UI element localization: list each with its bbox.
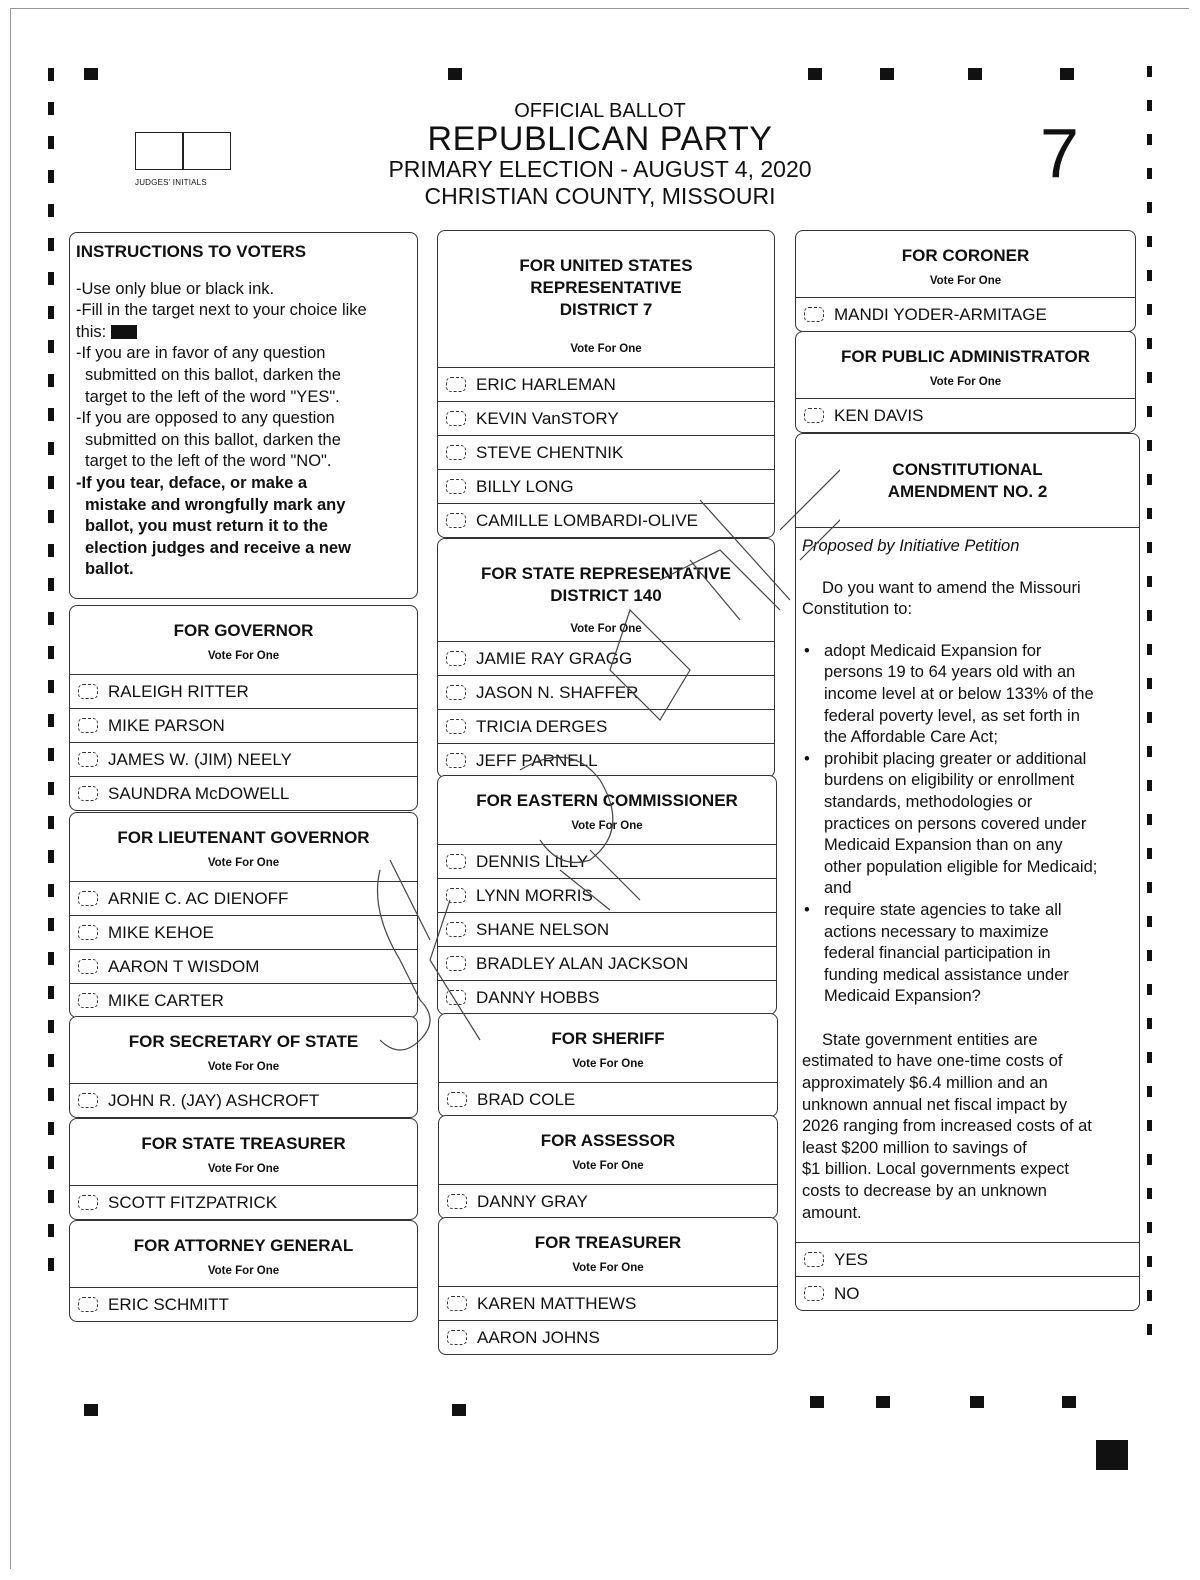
contest-governor (69, 605, 418, 811)
amendment-title (796, 434, 1139, 528)
timing-mark (1147, 1188, 1152, 1199)
timing-mark (1147, 542, 1152, 553)
timing-mark (48, 782, 54, 795)
vote-for-one: Vote For One (570, 343, 642, 355)
official-ballot-title: OFFICIAL BALLOT (514, 100, 686, 122)
amendment-question-line: Constitution to: (802, 600, 913, 619)
candidate-name: ARNIE C. AC DIENOFF (108, 888, 289, 908)
amendment-bullet-line: other population eligible for Medicaid; (824, 857, 1098, 876)
timing-mark (48, 850, 54, 863)
filled-target-example (111, 325, 137, 339)
contest-title: FOR ATTORNEY GENERAL (133, 1236, 354, 1255)
amendment-bullet (824, 641, 1133, 749)
timing-mark (1147, 372, 1152, 383)
amendment-bullet-line: federal financial participation in (824, 944, 1051, 963)
candidate-row[interactable] (70, 1185, 417, 1219)
amendment-bullet-line: standards, methodologies or (824, 792, 1033, 811)
contest-title: DISTRICT 140 (550, 586, 662, 605)
ballot-style-number: 7 (1040, 114, 1079, 192)
candidate-row[interactable] (796, 297, 1135, 331)
amendment-title-line: CONSTITUTIONAL (892, 460, 1043, 479)
amendment-proposed-by: Proposed by Initiative Petition (802, 537, 1020, 555)
vote-target[interactable] (446, 651, 466, 666)
vote-for-one: Vote For One (570, 623, 642, 635)
timing-mark (48, 578, 54, 591)
candidate-row[interactable] (70, 915, 417, 949)
candidate-row[interactable] (438, 709, 774, 743)
timing-mark (1147, 236, 1152, 247)
timing-mark (1147, 848, 1152, 859)
vote-for-one: Vote For One (207, 857, 280, 869)
amendment-bullet-line: • adopt Medicaid Expansion for (824, 641, 1042, 660)
timing-mark (48, 748, 54, 761)
timing-mark (1147, 440, 1152, 451)
vote-target[interactable] (446, 719, 466, 734)
contest-public-administrator (795, 331, 1136, 433)
amendment-box (795, 433, 1140, 1311)
fiscal-note-line: unknown annual net fiscal impact by (802, 1095, 1068, 1114)
amendment-bullet-line: Medicaid Expansion? (824, 987, 981, 1006)
candidate-name: AARON JOHNS (477, 1327, 600, 1347)
candidate-row[interactable] (438, 503, 774, 537)
contest-title: DISTRICT 7 (559, 300, 653, 319)
candidate-row[interactable] (70, 1287, 417, 1321)
vote-for-one: Vote For One (572, 1160, 644, 1172)
vote-target[interactable] (447, 1330, 467, 1345)
amendment-bullet-line: funding medical assistance under (824, 965, 1069, 984)
ballot-header (0, 100, 1200, 210)
fiscal-note (802, 1030, 1133, 1224)
vote-target[interactable] (78, 718, 98, 733)
contest-title: FOR ASSESSOR (540, 1131, 676, 1150)
vote-target[interactable] (804, 1252, 824, 1267)
timing-mark (1147, 576, 1152, 587)
timing-mark (48, 510, 54, 523)
timing-mark (1147, 1086, 1152, 1097)
candidate-name: JEFF PARNELL (476, 750, 598, 770)
vote-target[interactable] (447, 1194, 467, 1209)
candidate-name: KEVIN VanSTORY (476, 408, 619, 428)
contest-title: FOR GOVERNOR (173, 621, 314, 640)
timing-mark (1147, 66, 1152, 77)
timing-mark (1147, 1154, 1152, 1165)
vote-target[interactable] (446, 854, 466, 869)
timing-mark (1147, 338, 1152, 349)
contest-title: FOR TREASURER (534, 1233, 682, 1252)
timing-mark (1147, 1052, 1152, 1063)
amendment-bullet-line: actions necessary to maximize (824, 922, 1049, 941)
instruction-line: submitted on this ballot, darken the (85, 365, 341, 384)
amendment-bullet (824, 900, 1133, 1008)
candidate-row[interactable] (439, 1286, 777, 1320)
vote-for-one: Vote For One (207, 1061, 280, 1073)
vote-target[interactable] (446, 513, 466, 528)
amendment-bullet-line: the Affordable Care Act; (824, 728, 998, 747)
candidate-name: LYNN MORRIS (476, 885, 593, 905)
candidate-name: MANDI YODER-ARMITAGE (834, 304, 1047, 324)
candidate-row[interactable] (438, 469, 774, 503)
vote-target[interactable] (804, 307, 824, 322)
vote-for-one: Vote For One (929, 275, 1002, 287)
vote-target[interactable] (446, 377, 466, 392)
timing-mark (880, 68, 894, 80)
candidate-row[interactable] (438, 641, 774, 675)
candidate-row[interactable] (438, 675, 774, 709)
vote-target[interactable] (804, 408, 824, 423)
timing-mark (1060, 68, 1074, 80)
contest-coroner (795, 230, 1136, 332)
candidate-row[interactable] (70, 674, 417, 708)
election-title: PRIMARY ELECTION - AUGUST 4, 2020 (388, 156, 812, 182)
vote-target[interactable] (446, 411, 466, 426)
fiscal-note-line: 2026 ranging from increased costs of at (802, 1117, 1092, 1136)
contest-state-treasurer (69, 1118, 418, 1220)
candidate-name: BRADLEY ALAN JACKSON (476, 953, 689, 973)
timing-mark (48, 340, 54, 353)
option-label: YES (834, 1249, 869, 1269)
fiscal-note-line: $1 billion. Local governments expect (802, 1160, 1069, 1179)
instruction-line: -If you are opposed to any question (76, 409, 335, 428)
vote-target[interactable] (446, 685, 466, 700)
candidate-row[interactable] (438, 743, 774, 777)
instructions-title: INSTRUCTIONS TO VOTERS (76, 242, 307, 261)
vote-for-one: Vote For One (207, 650, 280, 662)
timing-mark (48, 68, 54, 81)
candidate-name: DANNY HOBBS (476, 987, 600, 1007)
timing-mark (48, 918, 54, 931)
candidate-name: SCOTT FITZPATRICK (108, 1192, 278, 1212)
candidate-row[interactable] (70, 708, 417, 742)
candidate-row[interactable] (70, 742, 417, 776)
vote-for-one: Vote For One (571, 820, 643, 832)
timing-mark (876, 1396, 890, 1408)
vote-target[interactable] (78, 1093, 98, 1108)
candidate-row[interactable] (438, 844, 776, 878)
candidate-name: RALEIGH RITTER (108, 681, 249, 701)
timing-mark (48, 1054, 54, 1067)
timing-mark (808, 68, 822, 80)
timing-mark (1147, 1324, 1152, 1335)
amendment-bullet-line: Medicaid Expansion than on any (824, 836, 1063, 855)
instruction-line: submitted on this ballot, darken the (85, 430, 341, 449)
vote-target[interactable] (78, 786, 98, 801)
timing-mark (48, 408, 54, 421)
candidate-row[interactable] (70, 983, 417, 1017)
timing-mark (1147, 474, 1152, 485)
contest-title: REPRESENTATIVE (530, 278, 682, 297)
timing-mark (48, 1122, 54, 1135)
timing-mark (48, 1258, 54, 1271)
instruction-line: this: (76, 322, 107, 341)
contest-title: FOR STATE TREASURER (141, 1134, 346, 1153)
candidate-name: JOHN R. (JAY) ASHCROFT (108, 1090, 320, 1110)
candidate-name: SAUNDRA McDOWELL (108, 783, 290, 803)
candidate-name: TRICIA DERGES (476, 716, 608, 736)
contest-sheriff (438, 1013, 778, 1117)
timing-mark (1062, 1396, 1076, 1408)
timing-mark (1147, 508, 1152, 519)
amendment-title-line: AMENDMENT NO. 2 (887, 482, 1048, 501)
amendment-bullet-line: burdens on eligibility or enrollment (824, 771, 1075, 790)
instruction-line: -If you are in favor of any question (76, 344, 326, 363)
timing-mark (1147, 610, 1152, 621)
amendment-option-yes[interactable] (796, 1242, 1139, 1276)
candidate-name: JAMIE RAY GRAGG (476, 648, 633, 668)
contest-title: FOR SECRETARY OF STATE (128, 1032, 359, 1051)
candidate-name: MIKE KEHOE (108, 922, 214, 942)
timing-mark (48, 680, 54, 693)
timing-mark (48, 612, 54, 625)
vote-target[interactable] (447, 1092, 467, 1107)
timing-mark (452, 1404, 466, 1416)
vote-target[interactable] (78, 891, 98, 906)
vote-target[interactable] (78, 959, 98, 974)
fiscal-note-line: amount. (802, 1203, 862, 1222)
amendment-options (796, 1242, 1139, 1310)
candidate-row[interactable] (70, 776, 417, 810)
timing-mark (48, 816, 54, 829)
contest-title: FOR UNITED STATES (519, 256, 693, 275)
timing-mark (48, 884, 54, 897)
candidate-name: DENNIS LILLY (476, 851, 589, 871)
instruction-line: -If you tear, deface, or make a (76, 473, 308, 492)
timing-mark (48, 714, 54, 727)
fiscal-note-line: least $200 million to savings of (802, 1138, 1027, 1157)
vote-for-one: Vote For One (572, 1058, 644, 1070)
vote-target[interactable] (804, 1286, 824, 1301)
vote-target[interactable] (446, 990, 466, 1005)
timing-mark (1147, 1120, 1152, 1131)
timing-mark (48, 1088, 54, 1101)
timing-mark (48, 1020, 54, 1033)
timing-mark (1147, 746, 1152, 757)
candidate-row[interactable] (438, 946, 776, 980)
vote-for-one: Vote For One (572, 1262, 644, 1274)
contest-assessor (438, 1115, 778, 1219)
candidate-row[interactable] (439, 1082, 777, 1116)
instruction-line: ballot, you must return it to the (85, 517, 328, 536)
amendment-bullet-line: • prohibit placing greater or additional (824, 749, 1087, 768)
amendment-question-line: Do you want to amend the Missouri (822, 578, 1081, 597)
timing-mark (48, 986, 54, 999)
vote-target[interactable] (446, 956, 466, 971)
contest-title: FOR PUBLIC ADMINISTRATOR (840, 347, 1090, 366)
candidate-name: KEN DAVIS (834, 405, 924, 425)
contest-title: FOR SHERIFF (551, 1029, 665, 1048)
vote-target[interactable] (446, 888, 466, 903)
vote-target[interactable] (446, 445, 466, 460)
timing-mark (810, 1396, 824, 1408)
candidate-row[interactable] (438, 912, 776, 946)
timing-mark (1147, 406, 1152, 417)
timing-mark (1147, 1256, 1152, 1267)
vote-target[interactable] (78, 993, 98, 1008)
timing-mark (48, 238, 54, 251)
contest-eastern-commissioner (437, 775, 777, 1015)
amendment-bullet (824, 749, 1133, 900)
contest-secretary-of-state (69, 1016, 418, 1118)
contest-lt-governor (69, 812, 418, 1018)
fiscal-note-line: approximately $6.4 million and an (802, 1074, 1048, 1093)
amendment-bullet-line: persons 19 to 64 years old with an (824, 663, 1076, 682)
candidate-row[interactable] (70, 881, 417, 915)
candidate-row[interactable] (438, 401, 774, 435)
instruction-line: target to the left of the word "YES". (85, 387, 340, 406)
candidate-name: KAREN MATTHEWS (477, 1293, 637, 1313)
timing-mark (48, 1156, 54, 1169)
contest-title: FOR LIEUTENANT GOVERNOR (117, 828, 370, 847)
contest-state-representative (437, 538, 775, 778)
candidate-name: ERIC HARLEMAN (476, 374, 616, 394)
judges-initials-label: JUDGES' INITIALS (135, 178, 207, 187)
candidate-name: JASON N. SHAFFER (476, 682, 639, 702)
vote-for-one: Vote For One (207, 1265, 280, 1277)
timing-mark (48, 1190, 54, 1203)
timing-mark (48, 1224, 54, 1237)
candidate-name: ERIC SCHMITT (108, 1294, 229, 1314)
candidate-row[interactable] (438, 367, 774, 401)
timing-mark (1147, 270, 1152, 281)
candidate-name: MIKE CARTER (108, 990, 224, 1010)
vote-target[interactable] (78, 1297, 98, 1312)
vote-for-one: Vote For One (929, 376, 1002, 388)
candidate-row[interactable] (796, 398, 1135, 432)
instruction-line: mistake and wrongfully mark any (85, 495, 346, 514)
timing-mark (1147, 1290, 1152, 1301)
timing-mark (1147, 882, 1152, 893)
contest-treasurer (438, 1217, 778, 1355)
timing-mark (1147, 984, 1152, 995)
candidate-row[interactable] (70, 949, 417, 983)
candidate-row[interactable] (438, 980, 776, 1014)
instructions-box (69, 232, 418, 599)
vote-for-one: Vote For One (207, 1163, 280, 1175)
vote-target[interactable] (78, 752, 98, 767)
candidate-name: JAMES W. (JIM) NEELY (108, 749, 292, 769)
amendment-bullets (802, 641, 1133, 1008)
vote-target[interactable] (78, 1195, 98, 1210)
contest-us-representative (437, 230, 775, 538)
amendment-bullet-line: and (824, 879, 852, 898)
timing-mark (1147, 712, 1152, 723)
contest-title: FOR STATE REPRESENTATIVE (481, 564, 731, 583)
timing-mark (1147, 1222, 1152, 1233)
amendment-bullet-line: income level at or below 133% of the (824, 684, 1094, 703)
contest-title: FOR CORONER (901, 246, 1030, 265)
timing-mark (48, 272, 54, 285)
candidate-row[interactable] (439, 1184, 777, 1218)
candidate-row[interactable] (438, 878, 776, 912)
candidate-name: BILLY LONG (476, 476, 574, 496)
timing-mark (970, 1396, 984, 1408)
timing-mark (48, 646, 54, 659)
vote-target[interactable] (446, 922, 466, 937)
amendment-option-no[interactable] (796, 1276, 1139, 1310)
vote-target[interactable] (78, 925, 98, 940)
amendment-bullet-line: practices on persons covered under (824, 814, 1087, 833)
amendment-bullet-line: • require state agencies to take all (824, 900, 1062, 919)
fiscal-note-line: costs to decrease by an unknown (802, 1182, 1047, 1201)
candidate-row[interactable] (438, 435, 774, 469)
timing-mark (48, 306, 54, 319)
timing-mark (1147, 304, 1152, 315)
instruction-line: -Use only blue or black ink. (76, 279, 275, 298)
fiscal-note-line: State government entities are (822, 1030, 1038, 1049)
candidate-name: MIKE PARSON (108, 715, 225, 735)
candidate-name: CAMILLE LOMBARDI-OLIVE (476, 510, 699, 530)
timing-mark (968, 68, 982, 80)
contest-title: FOR EASTERN COMMISSIONER (476, 791, 738, 810)
county-title: CHRISTIAN COUNTY, MISSOURI (424, 183, 776, 209)
candidate-name: DANNY GRAY (477, 1191, 588, 1211)
option-label: NO (834, 1283, 860, 1303)
timing-mark (48, 544, 54, 557)
candidate-name: BRAD COLE (477, 1089, 576, 1109)
timing-mark (84, 68, 98, 80)
candidate-name: STEVE CHENTNIK (476, 442, 624, 462)
amendment-bullet-line: federal poverty level, as set forth in (824, 706, 1080, 725)
party-title: REPUBLICAN PARTY (427, 120, 773, 158)
instruction-line: election judges and receive a new (85, 538, 351, 557)
timing-mark (48, 442, 54, 455)
timing-mark (1147, 950, 1152, 961)
instruction-line: ballot. (85, 560, 134, 579)
instruction-line: target to the left of the word "NO". (85, 452, 332, 471)
contest-attorney-general (69, 1220, 418, 1322)
timing-mark (1096, 1440, 1128, 1470)
timing-mark (48, 476, 54, 489)
timing-mark (1147, 814, 1152, 825)
vote-target[interactable] (446, 753, 466, 768)
vote-target[interactable] (78, 684, 98, 699)
candidate-name: SHANE NELSON (476, 919, 610, 939)
fiscal-note-line: estimated to have one-time costs of (802, 1052, 1063, 1071)
timing-mark (1147, 644, 1152, 655)
candidate-row[interactable] (439, 1320, 777, 1354)
timing-mark (448, 68, 462, 80)
timing-mark (1147, 916, 1152, 927)
timing-mark (84, 1404, 98, 1416)
vote-target[interactable] (446, 479, 466, 494)
timing-mark (1147, 780, 1152, 791)
timing-mark (48, 374, 54, 387)
timing-mark (1147, 678, 1152, 689)
timing-mark (1147, 1018, 1152, 1029)
instruction-line: -Fill in the target next to your choice like (76, 301, 367, 320)
candidate-row[interactable] (70, 1083, 417, 1117)
candidate-name: AARON T WISDOM (108, 956, 260, 976)
vote-target[interactable] (447, 1296, 467, 1311)
timing-mark (48, 952, 54, 965)
